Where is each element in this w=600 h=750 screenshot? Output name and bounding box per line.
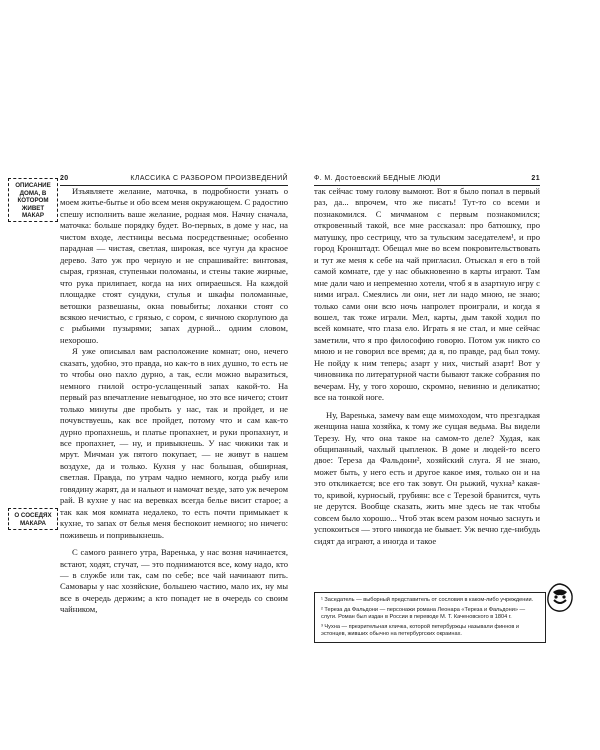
right-page-number: 21 <box>531 175 540 182</box>
right-header-title: Ф. М. Достоевский БЕДНЫЕ ЛЮДИ <box>314 175 441 182</box>
left-header-title: КЛАССИКА С РАЗБОРОМ ПРОИЗВЕДЕНИЙ <box>130 175 288 182</box>
publisher-emblem-icon <box>545 582 575 614</box>
footnote: ² Тереза да Фальдони — персонажи романа Леонара «Тереза и Фальдони» — слуги. Роман был издан в России в переводе М. Т. Каченовского в 1804 г. <box>321 607 526 620</box>
margin-note-neighbors: О СОСЕДЯХ МАКАРА <box>8 508 58 530</box>
paragraph: С самого раннего утра, Варенька, у нас возня начинается, встают, ходят, стучат, — это поднимаются все, кому надо, кто — в службе или так, сам по себе; все чай начинают пить. Самовары у нас хозяйские, большею частию, мало их, ну мы все в очередь держим; а кто попадет не в очередь со своим чайником, <box>60 547 288 615</box>
paragraph: Я уже описывал вам расположение комнат; оно, нечего сказать, удобно, это правда, но как-то в них душно, то есть не то чтобы оно пахло дурно, а так, если можно выразиться, немного гнилой остро-услащенный запах какой-то. На первый раз впечатление невыгодное, но это все ничего; стоит только минуты две пробыть у нас, так и пройдет, и не почувствуешь, как все пройдет, потому что и сам как-то дурно пропахнешь, и платье пропахнет, и руки пропахнут, и все пропахнет, — ну, и привыкнешь. У нас чижики так и мрут. Мичман уж пятого покупает, — не живут в нашем воздухе, да и только. Кухня у нас большая, обширная, светлая. Правда, по утрам чадно немного, когда рыбу или говядину жарят, да и нальют и намочат везде, зато уж вечером рай. В кухне у нас на веревках всегда белье висит старое; а так как моя комната недалеко, то есть почти примыкает к кухне, то запах от белья меня беспокоит немного; но ничего: поживешь и попривыкнешь. <box>60 346 289 540</box>
paragraph: Изъявляете желание, маточка, в подробности узнать о моем житье-бытье и обо всем меня окружающем. С радостию спешу исполнить ваше желание, родная моя. Начну сначала, маточка: больше порядку будет. Во-первых, в доме у нас, на чистом входе, лестницы весьма посредственные; особенно парадная — чистая, светлая, широкая, все чугун да красное дерево. Зато уж про черную и не спрашивайте: винтовая, сырая, грязная, ступеньки поломаны, и стены такие жирные, что рука прилипает, когда на них опираешься. На каждой площадке стоят сундуки, стулья и шкафы поломанные, ветошки развешаны, окна повыбиты; лоханки стоят со всякою нечистью, с грязью, с сором, с яичною скорлупою да с рыбьими пузырями; запах дурной... одним словом, нехорошо. <box>60 186 288 345</box>
left-body-text <box>60 186 288 616</box>
paragraph: так сейчас тому голову вымоют. Вот я было попал в первый раз, да... впрочем, что же писать! Тут-то со всеми и познакомился. С мичманом с первым познакомился; откровенный такой, все мне рассказал: про батюшку, про матушку, про сестрицу, что за тульским заседателем¹, и про город Кронштадт. Обещал мне во всем покровительствовать и тут же меня к себе на чай пригласил. Отыскал я его в той самой комнате, где у нас обыкновенно в карты играют. Там мне дали чаю и непременно хотели, чтоб я в азартную игру с ними играл. Смеялись ли они, нет ли надо мною, не знаю; только сами они всю ночь напролет проиграли, и когда я вошел, так тоже играли. Мел, карты, дым такой ходил по всей комнате, что глаза ело. Играть я не стал, и мне сейчас заметили, что я про философию говорю. Потом уж никто со мною и не говорил все время; да я, по правде, рад был тому. Не пойду к ним теперь; азарт у них, чистый азарт! Вот у чиновника по литературной части бывают также собрания по вечерам. Ну, у того хорошо, скромно, невинно и деликатно; все на тонкой ноге. <box>314 186 540 403</box>
right-body-text <box>314 186 540 547</box>
left-running-header <box>60 173 288 186</box>
right-page <box>300 0 600 750</box>
footnote: ¹ Заседатель — выборный представитель от сословия в каком-либо учреждении. <box>321 597 534 603</box>
paragraph: Ну, Варенька, замечу вам еще мимоходом, что презгадкая женщина наша хозяйка, к тому же сущая ведьма. Вы видели Терезу. Ну, что она такое на самом-то деле? Худая, как общипанный, чахлый цыпленок. В доме и людей-то всего двое: Тереза да Фальдони², хозяйский слуга. Я не знаю, может быть, у него есть и другое какое имя, только он и на это откликается; все его так зовут. Он рыжий, чухна³ какая-то, кривой, курносый, грубиян: все с Терезой бранится, чуть не дерутся. Вообще сказать, жить мне здесь не так чтобы совсем было хорошо... Чтоб этак всем разом ночью заснуть и успокоиться — этого никогда не бывает. Уж вечно где-нибудь сидят да играют, а иногда и такое <box>314 409 540 546</box>
left-page-number: 20 <box>60 175 69 182</box>
margin-note-house: ОПИСАНИЕ ДОМА, В КОТОРОМ ЖИВЕТ МАКАР <box>8 178 58 222</box>
right-running-header <box>314 173 540 186</box>
footnote: ³ Чухна — презрительная кличка, которой петербуржцы называли финнов и эстонцев, живших обычно на петербургских окраинах. <box>321 624 520 637</box>
footnotes-box <box>314 592 546 643</box>
